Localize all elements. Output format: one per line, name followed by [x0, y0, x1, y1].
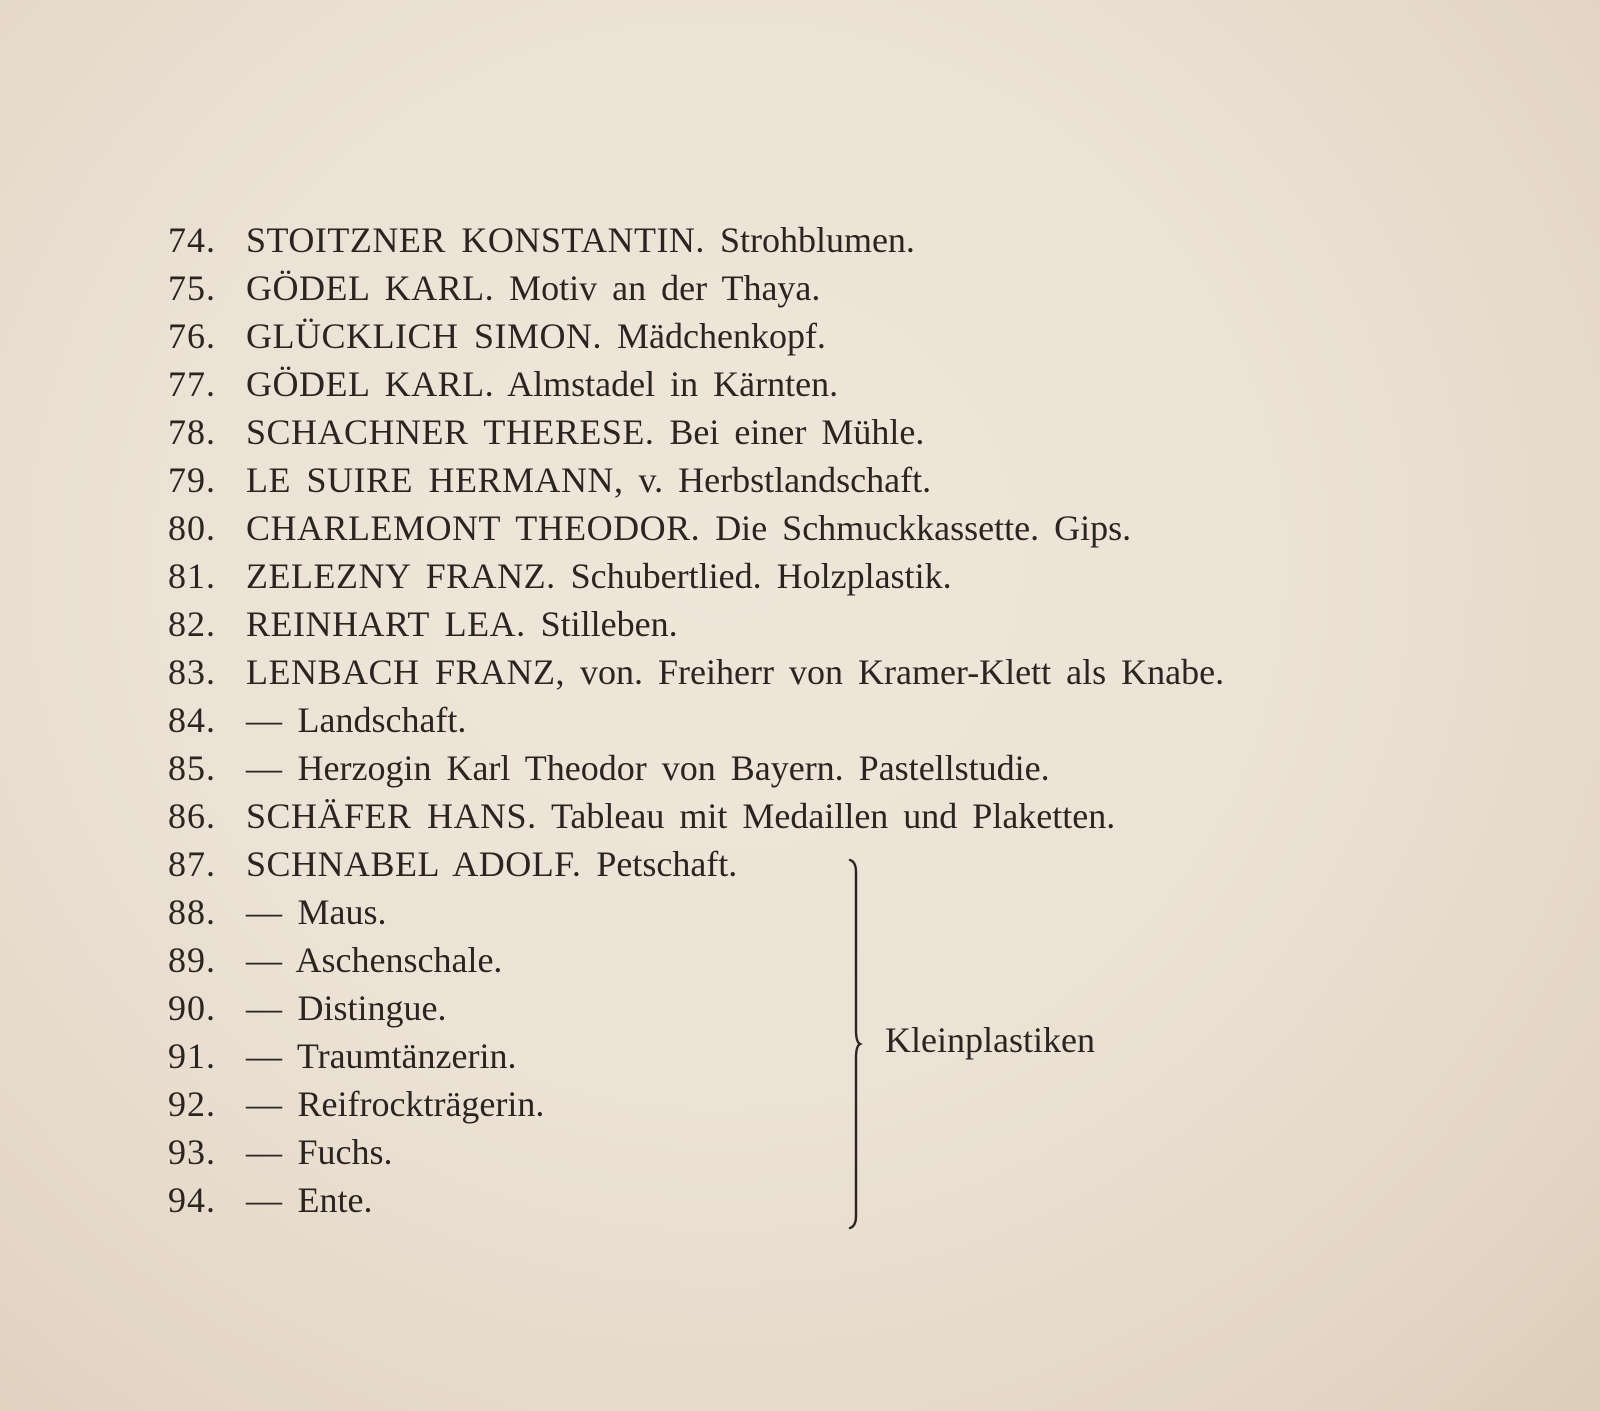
group-label: Kleinplastiken	[885, 1020, 1095, 1060]
entry-text	[246, 504, 1131, 552]
entry-text	[246, 744, 1050, 792]
entry-text	[246, 936, 502, 984]
entry-artist: CHARLEMONT THEODOR.	[246, 508, 701, 548]
entry-number: 85.	[168, 748, 216, 788]
entry-text	[246, 312, 826, 360]
entry-number: 89.	[168, 940, 216, 980]
entry-artist: —	[246, 1132, 283, 1172]
entry-number: 79.	[168, 460, 216, 500]
entry-artist: —	[246, 892, 283, 932]
entry-artist: SCHNABEL ADOLF.	[246, 844, 582, 884]
entry-number: 78.	[168, 412, 216, 452]
entry-text	[246, 408, 924, 456]
entry-number: 86.	[168, 796, 216, 836]
entry-title: von. Freiherr von Kramer-Klett als Knabe.	[580, 652, 1225, 692]
entry-artist: ZELEZNY FRANZ.	[246, 556, 556, 596]
entry-artist: —	[246, 940, 283, 980]
entry-text	[246, 888, 387, 936]
entry-number: 90.	[168, 988, 216, 1028]
entry-title: Schubertlied. Holzplastik.	[570, 556, 952, 596]
entry-number: 76.	[168, 316, 216, 356]
entry-artist: STOITZNER KONSTANTIN.	[246, 220, 705, 260]
entry-number: 82.	[168, 604, 216, 644]
entry-text	[246, 552, 952, 600]
entry-title: v. Herbstlandschaft.	[638, 460, 932, 500]
entry-number: 87.	[168, 844, 216, 884]
entry-number: 81.	[168, 556, 216, 596]
entry-number: 80.	[168, 508, 216, 548]
entry-number: 84.	[168, 700, 216, 740]
entry-text	[246, 360, 838, 408]
entry-title: Motiv an der Thaya.	[509, 268, 821, 308]
entry-title: Traumtänzerin.	[296, 1036, 517, 1076]
entry-text	[246, 792, 1115, 840]
entry-text	[246, 1128, 393, 1176]
entry-number: 88.	[168, 892, 216, 932]
entry-artist: —	[246, 1036, 283, 1076]
entry-text	[246, 1032, 516, 1080]
entry-title: Fuchs.	[297, 1132, 393, 1172]
entry-title: Landschaft.	[297, 700, 467, 740]
group-brace-icon	[848, 858, 868, 1230]
entry-text	[246, 1080, 544, 1128]
entry-artist: GÖDEL KARL.	[246, 364, 495, 404]
entry-title: Aschenschale.	[295, 940, 503, 980]
entry-number: 92.	[168, 1084, 216, 1124]
entry-title: Distingue.	[297, 988, 447, 1028]
entry-artist: —	[246, 988, 283, 1028]
entry-title: Mädchenkopf.	[617, 316, 826, 356]
entry-text	[246, 600, 678, 648]
entry-title: Reifrockträgerin.	[297, 1084, 545, 1124]
entry-artist: —	[246, 748, 283, 788]
entry-title: Bei einer Mühle.	[669, 412, 925, 452]
entry-number: 91.	[168, 1036, 216, 1076]
entry-artist: REINHART LEA.	[246, 604, 526, 644]
entry-title: Ente.	[297, 1180, 373, 1220]
entry-text	[246, 984, 447, 1032]
entry-artist: —	[246, 1084, 283, 1124]
entry-text	[246, 648, 1224, 696]
entry-title: Stilleben.	[540, 604, 678, 644]
entry-title: Maus.	[297, 892, 387, 932]
entry-number: 93.	[168, 1132, 216, 1172]
entry-text	[246, 696, 466, 744]
entry-artist: —	[246, 1180, 283, 1220]
entry-number: 74.	[168, 220, 216, 260]
entry-text	[246, 456, 931, 504]
entry-title: Petschaft.	[596, 844, 738, 884]
entry-artist: LE SUIRE HERMANN,	[246, 460, 624, 500]
entry-artist: LENBACH FRANZ,	[246, 652, 566, 692]
entry-artist: GLÜCKLICH SIMON.	[246, 316, 602, 356]
entry-artist: —	[246, 700, 283, 740]
entry-number: 77.	[168, 364, 216, 404]
entry-artist: SCHÄFER HANS.	[246, 796, 537, 836]
entry-title: Tableau mit Medaillen und Plaketten.	[550, 796, 1116, 836]
entry-artist: GÖDEL KARL.	[246, 268, 495, 308]
entry-text	[246, 264, 820, 312]
entry-title: Die Schmuckkassette. Gips.	[715, 508, 1132, 548]
entry-artist: SCHACHNER THERESE.	[246, 412, 655, 452]
entry-text	[246, 840, 737, 888]
entry-text	[246, 1176, 372, 1224]
entry-title: Herzogin Karl Theodor von Bayern. Pastellstudie.	[297, 748, 1050, 788]
entry-title: Strohblumen.	[719, 220, 915, 260]
entry-number: 94.	[168, 1180, 216, 1220]
entry-title: Almstadel in Kärnten.	[507, 364, 839, 404]
entry-number: 75.	[168, 268, 216, 308]
entry-number: 83.	[168, 652, 216, 692]
entry-text	[246, 216, 915, 264]
